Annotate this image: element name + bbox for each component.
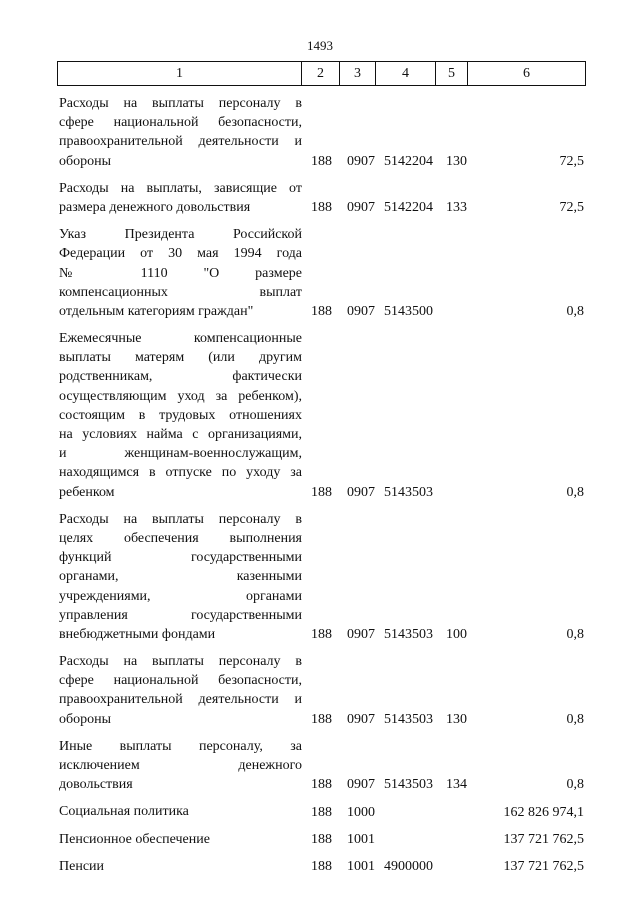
description-line: ребенком	[59, 484, 115, 500]
description-line: Расходы на выплаты, зависящие от	[59, 180, 302, 196]
target-article-code: 5143500	[384, 304, 433, 320]
table-row	[0, 225, 640, 321]
table-row	[0, 510, 640, 644]
section-code: 1000	[347, 804, 375, 820]
description-line: функций государственными	[59, 550, 302, 566]
description-line: Указ Президента Российской	[59, 227, 302, 243]
header-col-2: 2	[301, 62, 339, 85]
description-line: Пенсионное обеспечение	[59, 831, 210, 847]
amount: 72,5	[559, 153, 584, 169]
section-code: 0907	[347, 777, 375, 793]
description-line: органами, казенными	[59, 569, 302, 585]
description-line: Иные выплаты персоналу, за	[59, 738, 302, 754]
description-line: выплаты матерям (или другим	[59, 350, 302, 366]
description-line: Расходы на выплаты персоналу в	[59, 96, 302, 111]
table-body	[0, 94, 640, 884]
header-col-3: 3	[339, 62, 375, 85]
description-line: отдельным категориям граждан"	[59, 303, 254, 319]
admin-code: 188	[311, 484, 332, 500]
section-code: 1001	[347, 858, 375, 874]
section-code: 0907	[347, 304, 375, 320]
description-line: целях обеспечения выполнения	[59, 530, 302, 546]
description-line: Федерации от 30 мая 1994 года	[59, 246, 302, 262]
target-article-code: 5143503	[384, 484, 433, 500]
page-number: 1493	[307, 38, 333, 53]
amount: 162 826 974,1	[503, 804, 584, 820]
description-line: Расходы на выплаты персоналу в	[59, 654, 302, 670]
table-row	[0, 830, 640, 849]
target-article-code: 4900000	[384, 858, 433, 874]
description-line: учреждениями, органами	[59, 588, 302, 604]
description-line: родственникам, фактически	[59, 369, 302, 385]
description-line: Расходы на выплаты персоналу в	[59, 511, 302, 527]
table-row	[0, 179, 640, 217]
description-line: Социальная политика	[59, 804, 189, 820]
description-line: управления государственными	[59, 607, 302, 623]
admin-code: 188	[311, 711, 332, 727]
amount: 0,8	[566, 304, 584, 320]
expense-type-code: 100	[446, 627, 467, 643]
description-line: Пенсии	[59, 858, 105, 874]
table-row	[0, 857, 640, 876]
section-code: 0907	[347, 627, 375, 643]
description-line: правоохранительной деятельности и	[59, 692, 302, 708]
admin-code: 188	[311, 858, 332, 874]
table-header	[57, 61, 586, 86]
description-line: размера денежного довольствия	[59, 199, 251, 215]
row-values	[0, 857, 640, 876]
amount: 137 721 762,5	[503, 831, 584, 847]
table-row	[0, 802, 640, 821]
table-row	[0, 652, 640, 729]
admin-code: 188	[311, 304, 332, 320]
description-line: компенсационных выплат	[59, 284, 302, 300]
row-description	[59, 510, 302, 644]
description-line: сфере национальной безопасности,	[59, 673, 302, 689]
row-values	[0, 483, 640, 502]
table-row	[0, 737, 640, 795]
section-code: 0907	[347, 484, 375, 500]
admin-code: 188	[311, 200, 332, 216]
target-article-code: 5142204	[384, 153, 433, 169]
row-values	[0, 302, 640, 321]
section-code: 0907	[347, 153, 375, 169]
row-values	[0, 625, 640, 644]
target-article-code: 5143503	[384, 711, 433, 727]
admin-code: 188	[311, 831, 332, 847]
admin-code: 188	[311, 804, 332, 820]
row-values	[0, 830, 640, 849]
amount: 137 721 762,5	[503, 858, 584, 874]
amount: 0,8	[566, 777, 584, 793]
description-line: находящимся в отпуске по уходу за	[59, 465, 302, 481]
row-values	[0, 710, 640, 729]
section-code: 1001	[347, 831, 375, 847]
description-line: довольствия	[59, 777, 133, 793]
section-code: 0907	[347, 200, 375, 216]
row-description	[59, 329, 302, 502]
description-line: состоящим в трудовых отношениях	[59, 407, 302, 423]
header-col-5: 5	[435, 62, 467, 85]
description-line: обороны	[59, 153, 112, 169]
header-col-6: 6	[467, 62, 585, 85]
table-row	[0, 329, 640, 502]
admin-code: 188	[311, 777, 332, 793]
expense-type-code: 130	[446, 711, 467, 727]
description-line: осуществляющим уход за ребенком),	[59, 388, 302, 404]
admin-code: 188	[311, 153, 332, 169]
description-line: № 1110 "О размере	[59, 265, 302, 281]
header-col-1: 1	[176, 66, 183, 81]
row-values	[0, 803, 640, 822]
description-line: обороны	[59, 711, 112, 727]
admin-code: 188	[311, 627, 332, 643]
target-article-code: 5143503	[384, 627, 433, 643]
table-row	[0, 94, 640, 171]
description-line: внебюджетными фондами	[59, 626, 216, 642]
row-values	[0, 198, 640, 217]
target-article-code: 5143503	[384, 777, 433, 793]
description-line: Ежемесячные компенсационные	[59, 331, 302, 347]
expense-type-code: 134	[446, 777, 467, 793]
description-line: правоохранительной деятельности и	[59, 134, 302, 150]
amount: 0,8	[566, 711, 584, 727]
amount: 72,5	[559, 200, 584, 216]
target-article-code: 5142204	[384, 200, 433, 216]
description-line: сфере национальной безопасности,	[59, 115, 302, 131]
expense-type-code: 133	[446, 200, 467, 216]
description-line: и женщинам-военнослужащим,	[59, 446, 302, 462]
amount: 0,8	[566, 484, 584, 500]
row-values	[0, 152, 640, 171]
description-line: исключением денежного	[59, 758, 302, 773]
expense-type-code: 130	[446, 153, 467, 169]
description-line: на условиях найма с организациями,	[59, 427, 302, 442]
header-col-4: 4	[375, 62, 435, 85]
section-code: 0907	[347, 711, 375, 727]
amount: 0,8	[566, 627, 584, 643]
row-values	[0, 775, 640, 794]
